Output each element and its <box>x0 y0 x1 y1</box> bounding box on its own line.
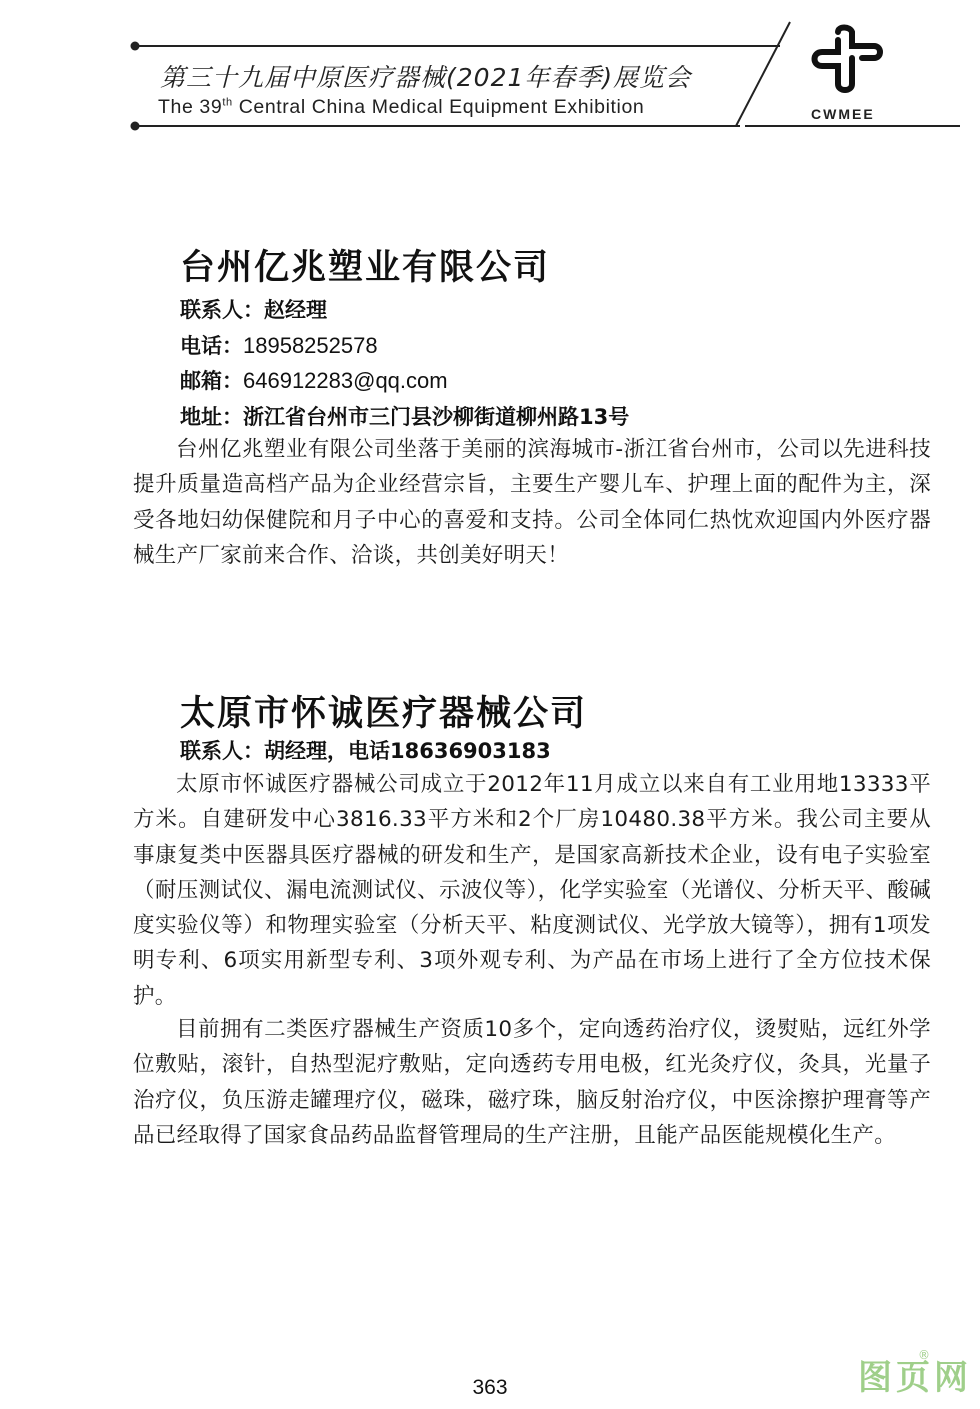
company-name: 太原市怀诚医疗器械公司 <box>180 694 588 734</box>
contact-field: 联系人：赵经理 <box>180 298 327 322</box>
watermark: 图页网 <box>858 1358 972 1398</box>
exhibition-title-en: The 39th Central China Medical Equipment Exhibition <box>158 96 645 118</box>
company-name: 台州亿兆塑业有限公司 <box>180 248 551 288</box>
email-field: 邮箱：646912283@qq.com <box>180 368 448 393</box>
page-number: 363 <box>472 1376 508 1399</box>
phone-field: 电话：18958252578 <box>180 333 378 358</box>
cwmee-logo-text: CWMEE <box>811 106 875 122</box>
company-description: 目前拥有二类医疗器械生产资质10多个，定向透药治疗仪，烫熨贴，远红外学位敷贴，滚针，自热型泥疗敷贴，定向透药专用电极，红光灸疗仪，灸具，光量子治疗仪，负压游走罐理疗仪，磁珠，磁疗珠，脑反射治疗仪，中医涂擦护理膏等产品已经取得了国家食品药品监督管理局的生产注册，且能产品医能规模化生产。 <box>133 1017 931 1148</box>
contact-field: 联系人：胡经理，电话18636903183 <box>180 739 551 763</box>
company-description: 太原市怀诚医疗器械公司成立于2012年11月成立以来自有工业用地13333平方米。自建研发中心3816.33平方米和2个厂房10480.38平方米。我公司主要从事康复类中医器具医疗器械的研发和生产，是国家高新技术企业，设有电子实验室（耐压测试仪、漏电流测试仪、示波仪等），化学实验室（光谱仪、分析天平、酸碱度实验仪等）和物理实验室（分析天平、粘度测试仪、光学放大镜等），拥有1项发明专利、6项实用新型专利、3项外观专利、为产品在市场上进行了全方位技术保护。 <box>133 772 931 1009</box>
company-description: 台州亿兆塑业有限公司坐落于美丽的滨海城市-浙江省台州市，公司以先进科技提升质量造高档产品为企业经营宗旨，主要生产婴儿车、护理上面的配件为主，深受各地妇幼保健院和月子中心的喜爱和支持。公司全体同仁热忱欢迎国内外医疗器械生产厂家前来合作、洽谈，共创美好明天！ <box>133 437 931 568</box>
exhibition-title-cn: 第三十九届中原医疗器械(2021年春季)展览会 <box>160 63 692 92</box>
cwmee-logo-icon <box>808 24 888 94</box>
registered-mark: ® <box>918 1348 930 1362</box>
address-field: 地址：浙江省台州市三门县沙柳街道柳州路13号 <box>180 405 630 429</box>
